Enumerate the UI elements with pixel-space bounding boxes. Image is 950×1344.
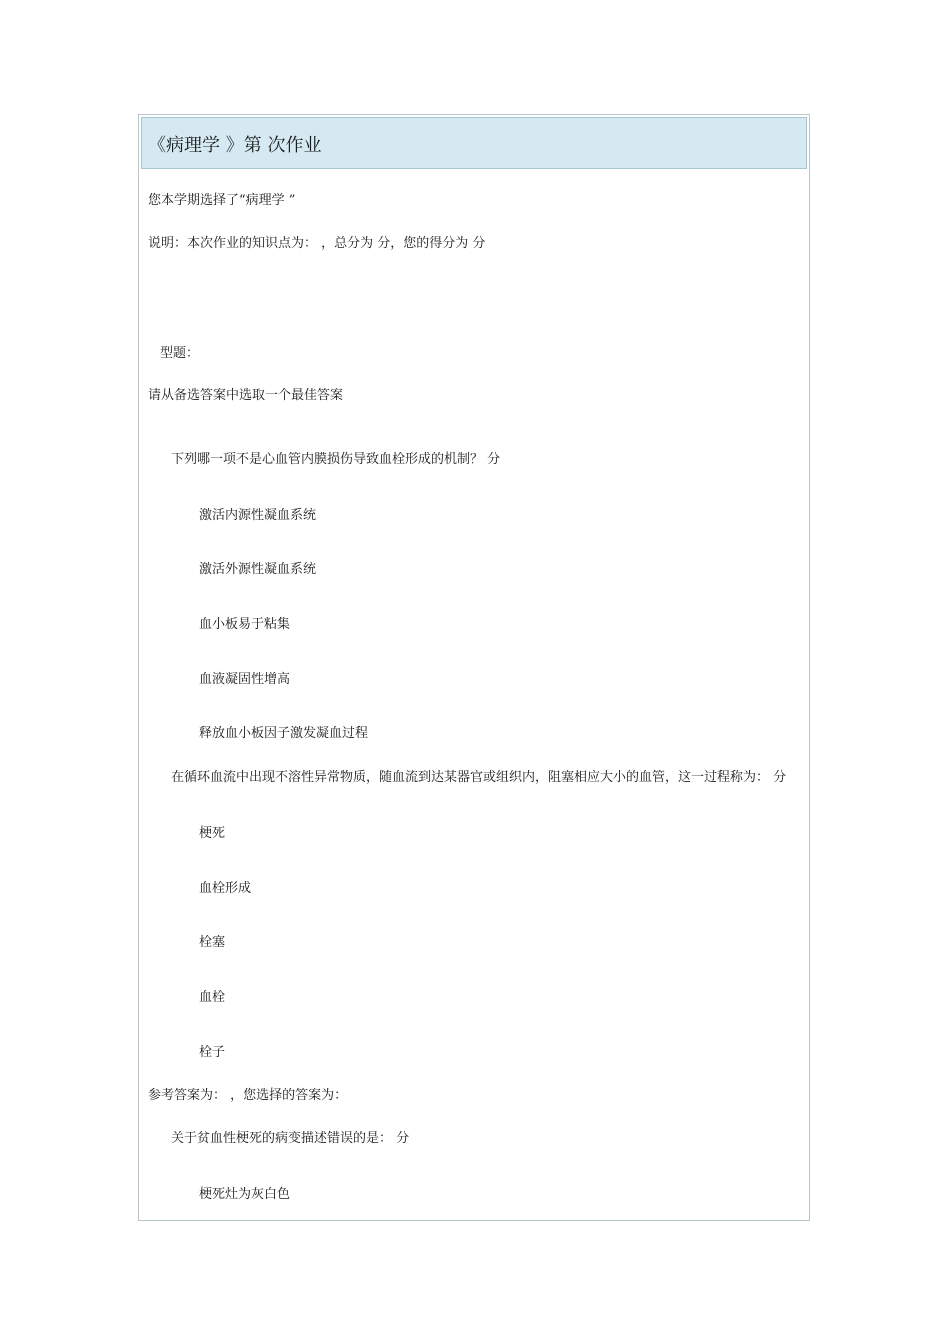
question-option[interactable]: 血小板易于粘集 — [199, 617, 291, 632]
question-stem: 下列哪一项不是心血管内膜损伤导致血栓形成的机制？ 分 — [171, 452, 501, 467]
question-option[interactable]: 血栓形成 — [199, 881, 252, 896]
question-option[interactable]: 激活内源性凝血系统 — [199, 508, 317, 523]
intro-text: 您本学期选择了“病理学 ” — [148, 193, 296, 208]
question-option[interactable]: 激活外源性凝血系统 — [199, 562, 317, 577]
question-stem: 在循环血流中出现不溶性异常物质，随血流到达某器官或组织内，阻塞相应大小的血管，这一过程称为： 分 — [171, 770, 787, 785]
page-title: 《病理学 》第 次作业 — [148, 135, 322, 156]
question-option[interactable]: 血栓 — [199, 990, 226, 1005]
instruction-text: 说明：本次作业的知识点为： ，总分为 分，您的得分为 分 — [148, 236, 486, 251]
section-note: 请从备选答案中选取一个最佳答案 — [148, 388, 344, 403]
section-type-label: 型题： — [160, 346, 200, 361]
question-option[interactable]: 梗死 — [199, 826, 226, 841]
question-stem: 关于贫血性梗死的病变描述错误的是： 分 — [171, 1131, 410, 1146]
question-option[interactable]: 栓子 — [199, 1045, 226, 1060]
assignment-frame — [138, 114, 810, 1221]
question-option[interactable]: 释放血小板因子激发凝血过程 — [199, 726, 369, 741]
answer-line: 参考答案为： ，您选择的答案为： — [148, 1088, 348, 1103]
question-option[interactable]: 血液凝固性增高 — [199, 672, 291, 687]
question-option[interactable]: 栓塞 — [199, 935, 226, 950]
question-option[interactable]: 梗死灶为灰白色 — [199, 1187, 291, 1202]
